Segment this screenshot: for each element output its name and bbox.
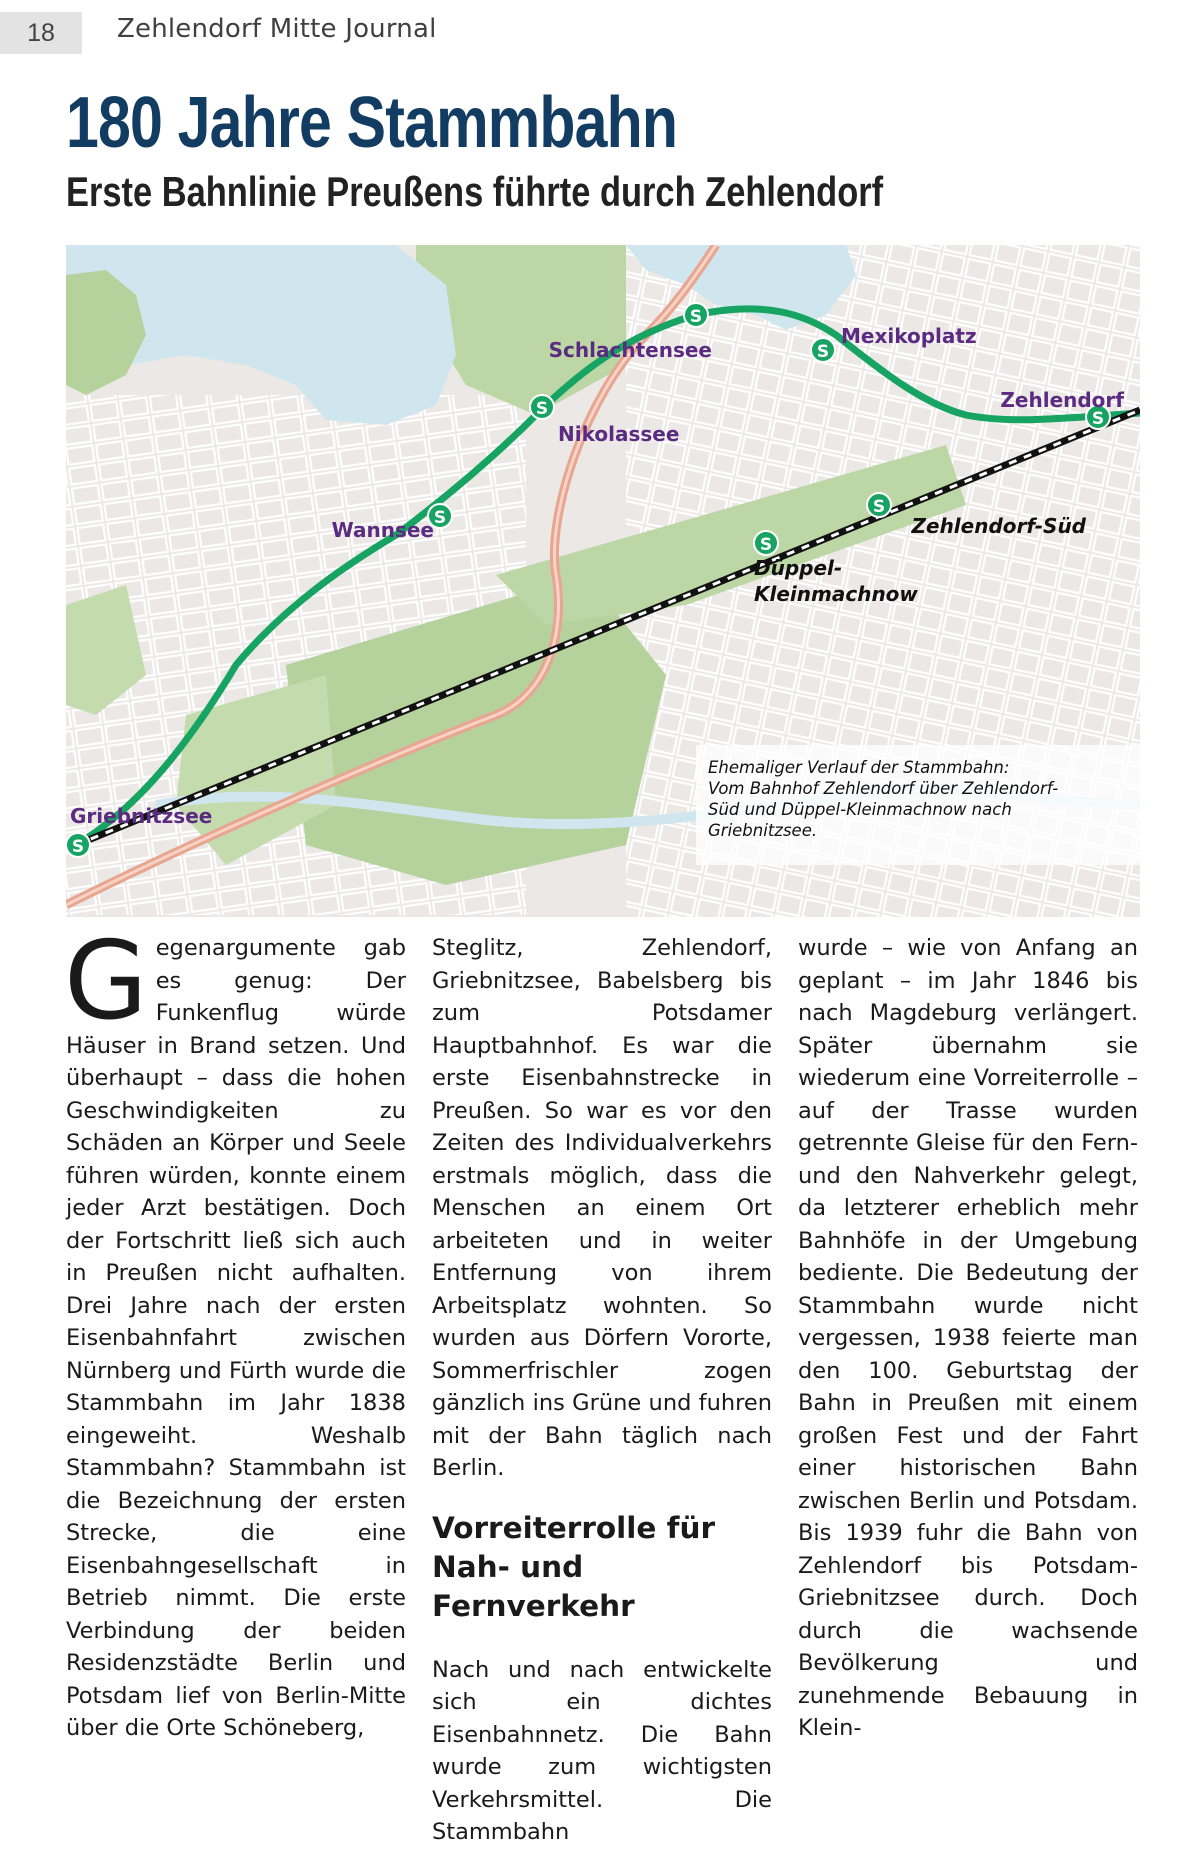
station-marker-dueppel [754,531,778,555]
map-caption-line4: Griebnitzsee. [708,821,818,840]
s-bahn-symbol: S [872,497,886,517]
journal-name: Zehlendorf Mitte Journal [117,14,437,44]
article-subtitle: Erste Bahnlinie Preußens führte durch Zehlendorf [66,168,884,215]
article-column-2 [432,932,772,1849]
article-text: Steglitz, Zehlendorf, Griebnitzsee, Babelsberg bis zum Potsdamer Hauptbahnhof. Es war die erste Eisenbahnstrecke in Preußen. So war es vor den Zeiten des Individualverkehrs erstmals möglich, dass die Menschen an einem Ort arbeiteten und in weiter Entfernung von ihrem Arbeitsplatz wohnten. So wurden aus Dörfern Vororte, Sommerfrischler zogen gänzlich ins Grüne und fuhren mit der Bahn täglich nach Berlin. [432,935,772,1481]
article-column-3 [798,932,1138,1745]
article-text: wurde – wie von Anfang an geplant – im Jahr 1846 bis nach Magdeburg verlängert. Später übernahm sie wiederum eine Vorreiterrolle – auf der Trasse wurden getrennte Gleise für den Fern- und den Nahverkehr gelegt, da letzterer erheblich mehr Bahnhöfe in der Umgebung bediente. Die Bedeutung der Stammbahn wurde nicht vergessen, 1938 feierte man den 100. Geburtstag der Bahn in Preußen mit einem großen Fest und der Fahrt einer historischen Bahn zwischen Berlin und Potsdam. Bis 1939 fuhr die Bahn von Zehlendorf bis Potsdam-Griebnitzsee durch. Doch durch die wachsende Bevölkerung und zunehmende Bebauung in Klein- [798,935,1138,1741]
s-bahn-symbol: S [689,307,703,327]
article-column-1 [64,919,406,1745]
station-marker-schlachtensee [684,303,708,327]
article-title: 180 Jahre Stammbahn [66,83,678,163]
s-bahn-symbol: S [433,508,447,528]
station-marker-griebnitzsee [66,833,90,857]
label-dueppel-line1: Düppel- [754,556,843,580]
map-caption-line2: Vom Bahnhof Zehlendorf über Zehlendorf- [708,779,1059,798]
article-text: Nach und nach entwickelte sich ein dichtes Eisenbahnnetz. Die Bahn wurde zum wichtigsten Verkehrsmittel. Die Stammbahn [432,1656,772,1845]
label-wannsee: Wannsee [331,518,434,542]
s-bahn-symbol: S [71,837,85,857]
s-bahn-symbol: S [816,342,830,362]
drop-cap: G [64,919,148,1044]
s-bahn-symbol: S [759,535,773,555]
label-zehlendorf: Zehlendorf [1000,388,1124,412]
station-marker-zehlendorf-sued [867,493,891,517]
label-griebnitzsee: Griebnitzsee [70,804,213,828]
s-bahn-symbol: S [1091,409,1105,429]
route-map [66,245,1140,917]
label-nikolassee: Nikolassee [558,422,680,446]
label-dueppel-line2: Kleinmachnow [754,582,918,606]
label-zehlendorf-sued: Zehlendorf-Süd [911,514,1086,538]
station-marker-nikolassee [530,395,554,419]
label-mexikoplatz: Mexikoplatz [841,324,977,348]
map-caption-line1: Ehemaliger Verlauf der Stammbahn: [708,758,1010,777]
article-text: egenargumente gab es genug: Der Funkenflug würde Häuser in Brand setzen. Und überhaupt – dass die hohen Geschwindigkeiten zu Schäden an Körper und Seele führen würden, konnte einem jeder Arzt bestätigen. Doch der Fortschritt ließ sich auch in Preußen nicht aufhalten. Drei Jahre nach der ersten Eisenbahnfahrt zwischen Nürnberg und Fürth wurde die Stammbahn im Jahr 1838 eingeweiht. Weshalb Stammbahn? Stammbahn ist die Bezeichnung der ersten Strecke, die eine Eisenbahngesellschaft in Betrieb nimmt. Die erste Verbindung der beiden Residenzstädte Berlin und Potsdam lief von Berlin-Mitte über die Orte Schöneberg, [66,935,406,1741]
map-caption-line3: Süd und Düppel-Kleinmachnow nach [708,800,1012,819]
label-schlachtensee: Schlachtensee [548,338,712,362]
s-bahn-symbol: S [535,399,549,419]
section-heading: Vorreiterrolle für Nah- und Fernverkehr [432,1510,716,1623]
page-number: 18 [0,12,82,54]
station-marker-mexikoplatz [811,338,835,362]
